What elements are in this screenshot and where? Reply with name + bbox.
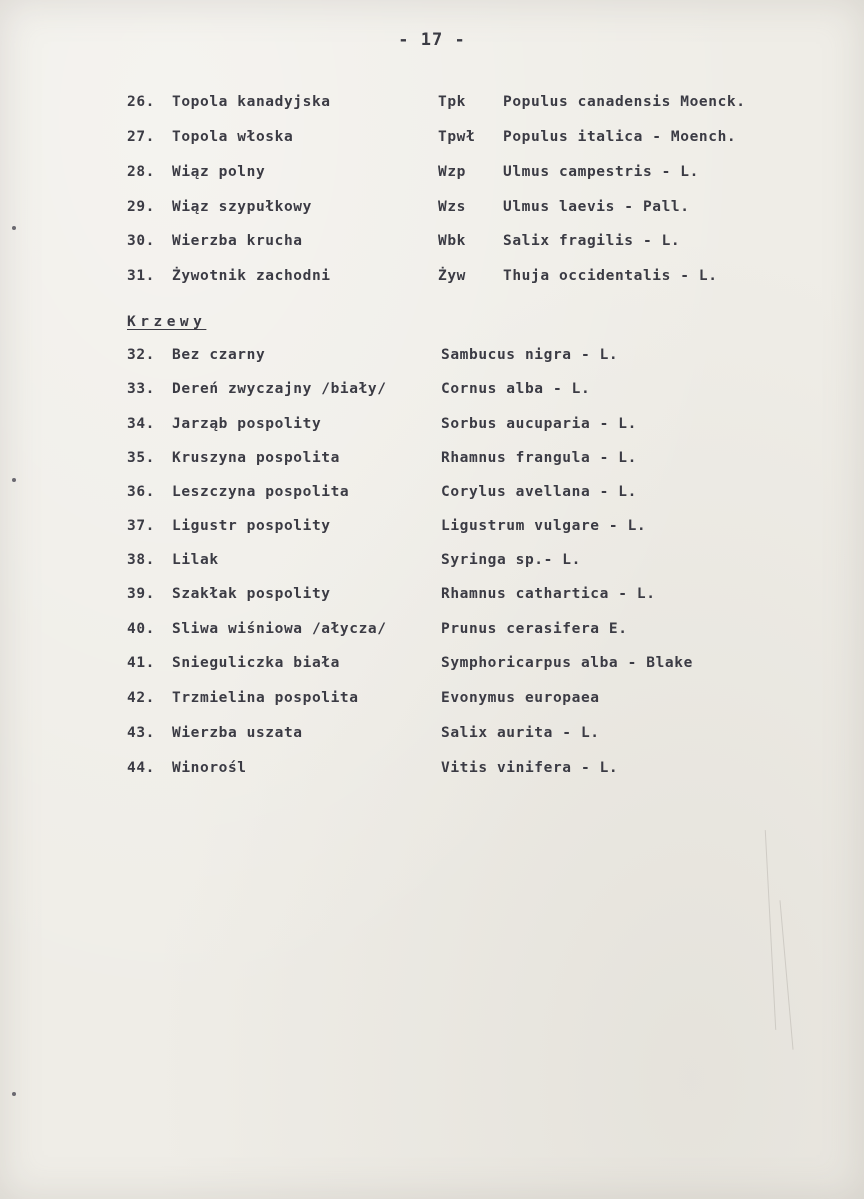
item-number: 44. [127, 760, 155, 776]
polish-name: Topola włoska [172, 129, 294, 145]
list-item [0, 450, 864, 472]
item-number: 42. [127, 690, 155, 706]
list-item [0, 690, 864, 712]
polish-name: Kruszyna pospolita [172, 450, 340, 466]
item-number: 43. [127, 725, 155, 741]
abbreviation: Żyw [438, 268, 466, 284]
polish-name: Dereń zwyczajny /biały/ [172, 381, 387, 397]
item-number: 41. [127, 655, 155, 671]
latin-name: Syringa sp.- L. [441, 552, 581, 568]
binder-hole [12, 1092, 16, 1096]
item-number: 35. [127, 450, 155, 466]
item-number: 31. [127, 268, 155, 284]
latin-name: Salix aurita - L. [441, 725, 600, 741]
latin-name: Corylus avellana - L. [441, 484, 637, 500]
list-item [0, 552, 864, 574]
item-number: 38. [127, 552, 155, 568]
polish-name: Ligustr pospolity [172, 518, 331, 534]
section-heading-shrubs: Krzewy [127, 314, 207, 330]
item-number: 32. [127, 347, 155, 363]
latin-name: Ligustrum vulgare - L. [441, 518, 647, 534]
abbreviation: Wbk [438, 233, 466, 249]
item-number: 33. [127, 381, 155, 397]
latin-name: Ulmus campestris - L. [503, 164, 699, 180]
polish-name: Sliwa wiśniowa /ałycza/ [172, 621, 387, 637]
polish-name: Leszczyna pospolita [172, 484, 350, 500]
list-item [0, 268, 864, 290]
polish-name: Bez czarny [172, 347, 266, 363]
paper-mark [779, 900, 793, 1050]
latin-name: Cornus alba - L. [441, 381, 591, 397]
binder-hole [12, 226, 16, 230]
list-item [0, 199, 864, 221]
latin-name: Ulmus laevis - Pall. [503, 199, 690, 215]
item-number: 28. [127, 164, 155, 180]
list-item [0, 621, 864, 643]
list-item [0, 655, 864, 677]
list-item [0, 518, 864, 540]
list-item [0, 164, 864, 186]
latin-name: Thuja occidentalis - L. [503, 268, 718, 284]
latin-name: Populus canadensis Moenck. [503, 94, 746, 110]
page-number: - 17 - [398, 30, 466, 50]
polish-name: Wiąz polny [172, 164, 266, 180]
abbreviation: Wzs [438, 199, 466, 215]
latin-name: Rhamnus cathartica - L. [441, 586, 656, 602]
list-item [0, 381, 864, 403]
latin-name: Evonymus europaea [441, 690, 600, 706]
item-number: 29. [127, 199, 155, 215]
polish-name: Winorośl [172, 760, 247, 776]
list-item [0, 586, 864, 608]
list-item [0, 129, 864, 151]
item-number: 37. [127, 518, 155, 534]
latin-name: Symphoricarpus alba - Blake [441, 655, 693, 671]
item-number: 26. [127, 94, 155, 110]
abbreviation: Wzp [438, 164, 466, 180]
abbreviation: Tpwł [438, 129, 476, 145]
polish-name: Lilak [172, 552, 219, 568]
list-item [0, 347, 864, 369]
latin-name: Salix fragilis - L. [503, 233, 681, 249]
list-item [0, 484, 864, 506]
latin-name: Sorbus aucuparia - L. [441, 416, 637, 432]
polish-name: Żywotnik zachodni [172, 268, 331, 284]
item-number: 27. [127, 129, 155, 145]
latin-name: Populus italica - Moench. [503, 129, 737, 145]
polish-name: Trzmielina pospolita [172, 690, 359, 706]
polish-name: Jarząb pospolity [172, 416, 322, 432]
item-number: 40. [127, 621, 155, 637]
latin-name: Rhamnus frangula - L. [441, 450, 637, 466]
polish-name: Snieguliczka biała [172, 655, 340, 671]
abbreviation: Tpk [438, 94, 466, 110]
list-item [0, 233, 864, 255]
polish-name: Wierzba krucha [172, 233, 303, 249]
item-number: 34. [127, 416, 155, 432]
paper-mark [765, 830, 776, 1030]
latin-name: Prunus cerasifera E. [441, 621, 628, 637]
polish-name: Wierzba uszata [172, 725, 303, 741]
latin-name: Vitis vinifera - L. [441, 760, 619, 776]
item-number: 30. [127, 233, 155, 249]
binder-hole [12, 478, 16, 482]
list-item [0, 725, 864, 747]
list-item [0, 416, 864, 438]
polish-name: Topola kanadyjska [172, 94, 331, 110]
latin-name: Sambucus nigra - L. [441, 347, 619, 363]
list-item [0, 94, 864, 116]
item-number: 36. [127, 484, 155, 500]
polish-name: Wiąz szypułkowy [172, 199, 312, 215]
item-number: 39. [127, 586, 155, 602]
polish-name: Szakłak pospolity [172, 586, 331, 602]
list-item [0, 760, 864, 782]
